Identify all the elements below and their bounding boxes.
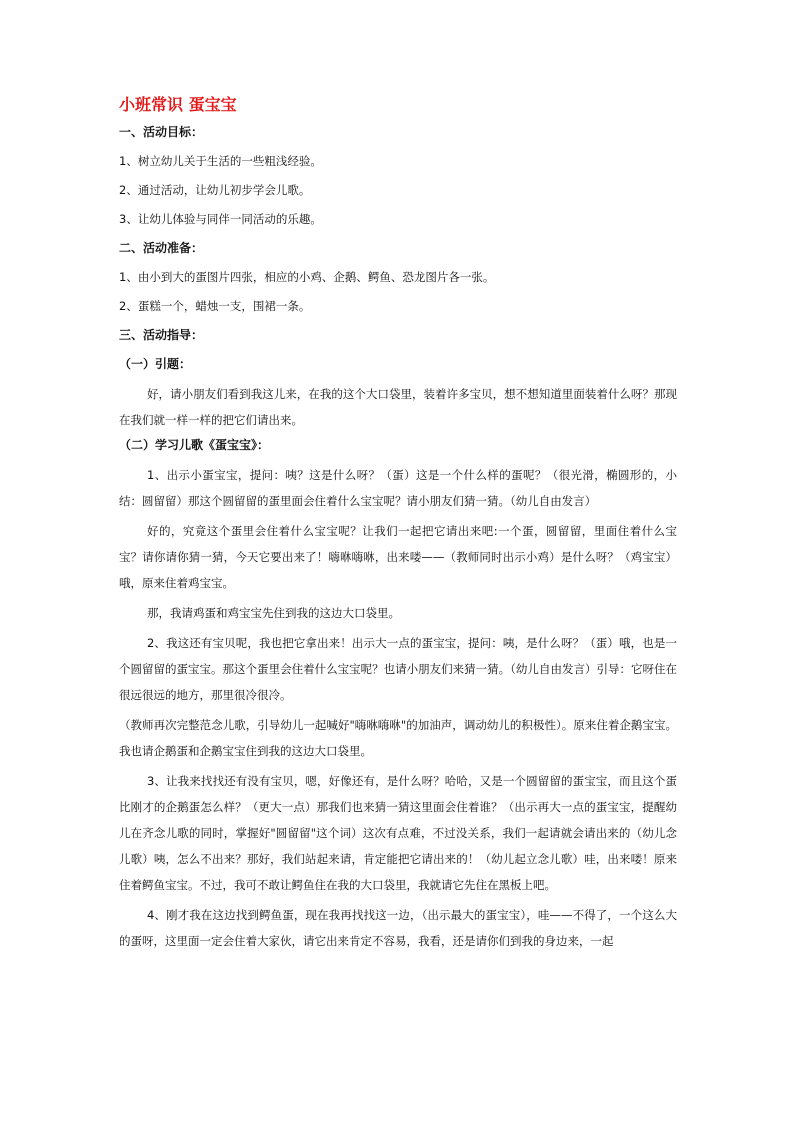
section-heading-preparation: 二、活动准备： — [119, 241, 204, 255]
body-paragraph: （教师再次完整范念儿歌，引导幼儿一起喊好"嗨咻嗨咻"的加油声，调动幼儿的积极性）。原来住着企鹅宝宝。我也请企鹅蛋和企鹅宝宝住到我的这边大口袋里。 — [119, 718, 677, 758]
document-page — [119, 94, 677, 956]
section-heading-guidance: 三、活动指导： — [119, 328, 204, 342]
body-paragraph: 3、让我来找找还有没有宝贝，嗯，好像还有，是什么呀？哈哈，又是一个圆留留的蛋宝宝，而且这个蛋比刚才的企鹅蛋怎么样？（更大一点）那我们也来猜一猜这里面会住着谁？（出示再大一点的蛋宝宝，提醒幼儿在齐念儿歌的同时，掌握好"圆留留"这个词）这次有点难，不过没关系，我们一起请就会请出来的（幼儿念儿歌）咦，怎么不出来？那好，我们站起来请，肯定能把它请出来的！（幼儿起立念儿歌）哇，出来喽！原来住着鳄鱼宝宝。不过，我可不敢让鳄鱼住在我的大口袋里，我就请它先住在黑板上吧。 — [119, 774, 677, 892]
subsection-heading-learn-song: （二）学习儿歌《蛋宝宝》： — [119, 438, 270, 452]
document-title: 小班常识 蛋宝宝 — [119, 95, 237, 114]
intro-paragraph: 好，请小朋友们看到我这儿来，在我的这个大口袋里，装着许多宝贝，想不想知道里面装着什么呀？那现在我们就一样一样的把它们请出来。 — [119, 387, 677, 427]
prep-item: 1、由小到大的蛋图片四张，相应的小鸡、企鹅、鳄鱼、恐龙图片各一张。 — [119, 270, 495, 284]
body-paragraph: 好的，究竟这个蛋里会住着什么宝宝呢？让我们一起把它请出来吧:一个蛋，圆留留，里面住着什么宝宝？请你请你猜一猜，今天它要出来了！嗨咻嗨咻，出来喽——（教师同时出示小鸡）是什么呀？（鸡宝宝）哦，原来住着鸡宝宝。 — [119, 524, 677, 590]
subsection-heading-intro: （一）引题： — [119, 357, 192, 371]
body-paragraph: 2、我这还有宝贝呢，我也把它拿出来！出示大一点的蛋宝宝，提问：咦，是什么呀？（蛋）哦，也是一个圆留留的蛋宝宝。那这个蛋里会住着什么宝宝呢？也请小朋友们来猜一猜。（幼儿自由发言）引导：它呀住在很远很远的地方，那里很冷很冷。 — [119, 636, 677, 702]
goal-item: 3、让幼儿体验与同伴一同活动的乐趣。 — [119, 212, 322, 226]
prep-item: 2、蛋糕一个，蜡烛一支，围裙一条。 — [119, 299, 311, 313]
body-paragraph: 4、刚才我在这边找到鳄鱼蛋，现在我再找找这一边，（出示最大的蛋宝宝），哇——不得了，一个这么大的蛋呀，这里面一定会住着大家伙，请它出来肯定不容易，我看，还是请你们到我的身边来，一起 — [119, 908, 677, 948]
section-heading-goals: 一、活动目标： — [119, 125, 204, 139]
body-paragraph: 那，我请鸡蛋和鸡宝宝先住到我的这边大口袋里。 — [147, 606, 400, 620]
goal-item: 2、通过活动，让幼儿初步学会儿歌。 — [119, 183, 311, 197]
goal-item: 1、树立幼儿关于生活的一些粗浅经验。 — [119, 154, 322, 168]
body-paragraph: 1、出示小蛋宝宝，提问：咦？这是什么呀？（蛋）这是一个什么样的蛋呢？（很光滑，椭圆形的，小结：圆留留）那这个圆留留的蛋里面会住着什么宝宝呢？请小朋友们猜一猜。（幼儿自由发言） — [119, 468, 677, 508]
